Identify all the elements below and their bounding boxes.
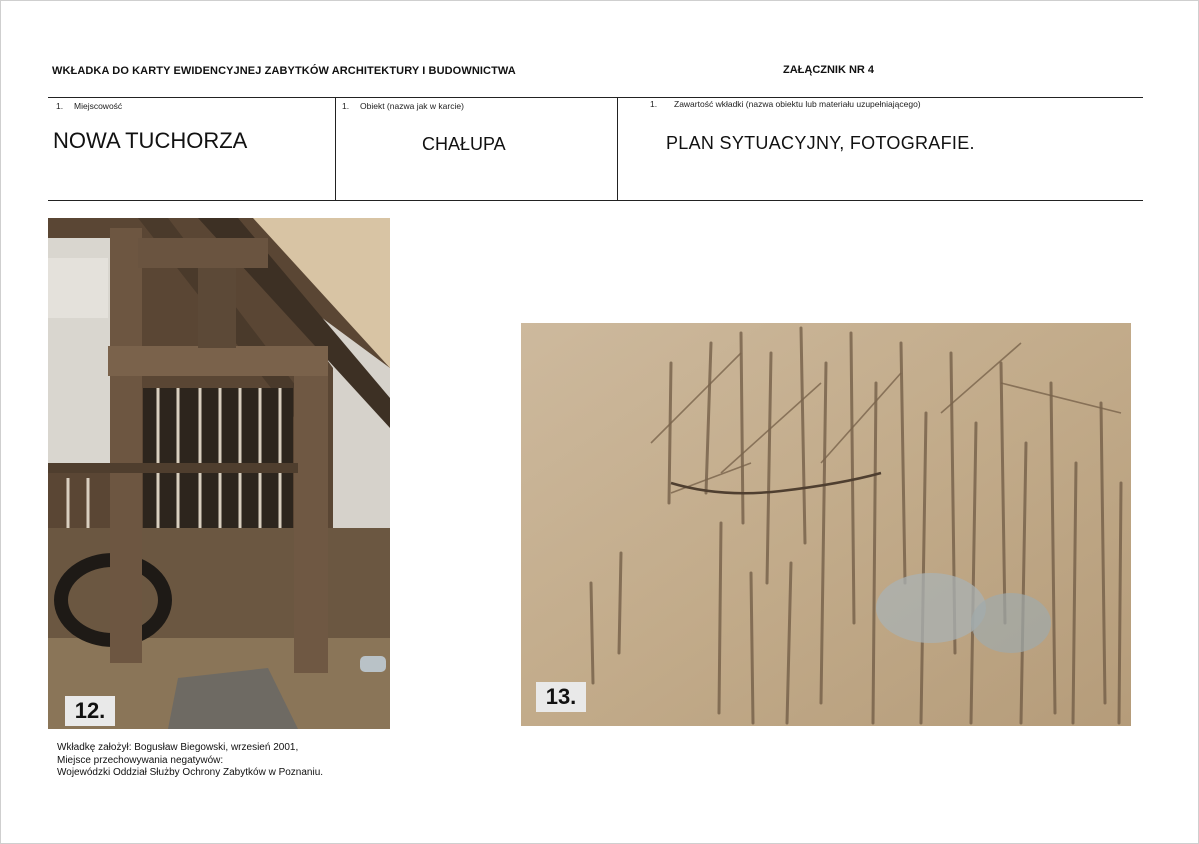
photo-number-12: 12. (65, 696, 115, 726)
photo-clay-wall (521, 323, 1131, 726)
form-top-rule (48, 97, 1143, 98)
photo-attic-interior-image (48, 218, 390, 729)
field-label-object (342, 101, 464, 111)
field-label-text: Zawartość wkładki (nazwa obiektu lub materiału uzupełniającego) (674, 99, 921, 109)
photo-attic-interior (48, 218, 390, 729)
footer-author: Wkładkę założył: Bogusław Biegowski, wrzesień 2001, (57, 742, 299, 753)
form-divider-2 (617, 97, 618, 201)
document-title: WKŁADKA DO KARTY EWIDENCYJNEJ ZABYTKÓW ARCHITEKTURY I BUDOWNICTWA (52, 65, 516, 77)
field-value-contents: PLAN SYTUACYJNY, FOTOGRAFIE. (666, 133, 975, 153)
field-value-object: CHAŁUPA (422, 134, 506, 154)
field-label-text: Miejscowość (74, 101, 123, 111)
field-number: 1. (342, 101, 350, 111)
form-bottom-rule (48, 200, 1143, 201)
field-number: 1. (650, 99, 658, 109)
field-value-locality: NOWA TUCHORZA (53, 128, 248, 153)
field-label-text: Obiekt (nazwa jak w karcie) (360, 101, 464, 111)
photo-clay-wall-image (521, 323, 1131, 726)
field-label-contents (650, 99, 921, 109)
annex-number: ZAŁĄCZNIK NR 4 (783, 64, 875, 76)
footer-storage-place: Wojewódzki Oddział Służby Ochrony Zabytków w Poznaniu. (57, 767, 324, 778)
footer-storage-label: Miejsce przechowywania negatywów: (57, 754, 224, 766)
field-label-locality (56, 101, 122, 111)
form-divider-1 (335, 97, 336, 201)
field-number: 1. (56, 101, 64, 111)
footer-note (57, 742, 323, 780)
photo-number-13: 13. (536, 682, 586, 712)
